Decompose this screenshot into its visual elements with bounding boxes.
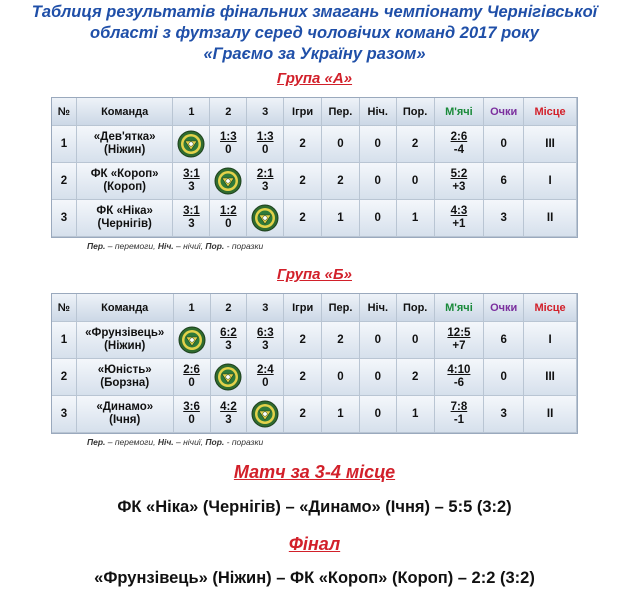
draws-cell: 0 [360,163,397,200]
points-cell: 6 [484,322,524,359]
losses-cell: 2 [397,126,435,163]
federation-logo-icon [214,167,242,195]
col-header: Ігри [284,98,322,126]
col-header: 3 [247,294,284,322]
place-cell: II [524,200,577,237]
games-cell: 2 [284,126,322,163]
losses-cell: 0 [397,322,435,359]
table-row [52,322,577,359]
federation-logo-icon [177,130,205,158]
col-header: № [52,294,77,322]
row-number: 1 [52,126,77,163]
col-header: Пор. [397,98,435,126]
points-cell: 0 [484,359,524,396]
score-cell: 2:6 0 [174,359,211,396]
table-row [52,396,577,433]
goals-cell: 12:5 +7 [435,322,485,359]
score-cell: 6:3 3 [247,322,284,359]
group-b-title: Група «Б» [277,266,352,283]
col-header: М'ячі [435,294,485,322]
final-result: «Фрунзівець» (Ніжин) – ФК «Короп» (Короп) – 2:2 (3:2) [94,569,535,587]
third-place-title: Матч за 3-4 місце [233,462,396,482]
games-cell: 2 [284,322,322,359]
goals-cell: 4:10 -6 [435,359,485,396]
final-title: Фінал [288,534,341,554]
col-header: Ігри [284,294,322,322]
third-place-result: ФК «Ніка» (Чернігів) – «Динамо» (Ічня) – 5:5 (3:2) [117,498,512,516]
team-name: ФК «Ніка» (Чернігів) [77,200,174,237]
federation-logo-icon [251,400,279,428]
self-cell [210,163,247,200]
title-line-3: «Граємо за Україну разом» [203,45,426,63]
col-header: 3 [247,98,284,126]
points-cell: 3 [484,396,524,433]
goals-cell: 5:2 +3 [435,163,485,200]
table-header-row [52,294,577,322]
games-cell: 2 [284,163,322,200]
federation-logo-icon [251,204,279,232]
points-cell: 3 [484,200,524,237]
draws-cell: 0 [360,359,397,396]
col-header: Ніч. [360,294,397,322]
self-cell [174,322,211,359]
col-header: Очки [484,294,524,322]
legend: Пер. – перемоги, Ніч. – нічиї, Пор. - поразки [87,437,264,447]
games-cell: 2 [284,396,322,433]
score-cell: 2:4 0 [247,359,284,396]
group-a-title: Група «А» [276,70,353,87]
score-cell: 3:6 0 [174,396,211,433]
col-header: Пор. [397,294,435,322]
col-header: 2 [211,294,248,322]
wins-cell: 0 [322,359,360,396]
col-header: 2 [210,98,247,126]
team-name: ФК «Короп» (Короп) [77,163,174,200]
table-row [52,126,577,163]
self-cell [211,359,248,396]
table-header-row [52,98,577,126]
place-cell: I [524,322,577,359]
wins-cell: 1 [322,200,360,237]
table-row [52,163,577,200]
title-line-1: Таблиця результатів фінальних змагань чемпіонату Чернігівської [31,3,598,21]
team-name: «Юність» (Борзна) [77,359,174,396]
table-row [52,359,577,396]
team-name: «Динамо» (Ічня) [77,396,174,433]
row-number: 2 [52,359,77,396]
team-name: «Фрунзівець» (Ніжин) [77,322,174,359]
col-header: Команда [77,294,174,322]
col-header: Місце [524,98,577,126]
table-row [52,200,577,237]
place-cell: I [524,163,577,200]
games-cell: 2 [284,359,322,396]
col-header: Пер. [322,294,360,322]
place-cell: III [524,126,577,163]
losses-cell: 1 [397,200,435,237]
col-header: 1 [174,294,211,322]
goals-cell: 7:8 -1 [435,396,485,433]
col-header: 1 [173,98,210,126]
col-header: Місце [524,294,577,322]
federation-logo-icon [214,363,242,391]
score-cell: 3:1 3 [173,163,210,200]
goals-cell: 4:3 +1 [435,200,485,237]
place-cell: II [524,396,577,433]
row-number: 3 [52,200,77,237]
score-cell: 1:2 0 [210,200,247,237]
self-cell [173,126,210,163]
group-b-table [51,293,578,434]
wins-cell: 0 [322,126,360,163]
self-cell [247,200,284,237]
score-cell: 2:1 3 [247,163,284,200]
col-header: Очки [484,98,524,126]
points-cell: 6 [484,163,524,200]
col-header: № [52,98,77,126]
row-number: 1 [52,322,77,359]
col-header: Ніч. [360,98,397,126]
draws-cell: 0 [360,200,397,237]
col-header: М'ячі [435,98,485,126]
losses-cell: 2 [397,359,435,396]
row-number: 3 [52,396,77,433]
score-cell: 1:3 0 [210,126,247,163]
self-cell [247,396,284,433]
losses-cell: 1 [397,396,435,433]
legend: Пер. – перемоги, Ніч. – нічиї, Пор. - поразки [87,241,264,251]
title-line-2: області з футзалу серед чоловічих команд 2017 року [90,24,539,42]
team-name: «Дев'ятка» (Ніжин) [77,126,174,163]
wins-cell: 1 [322,396,360,433]
score-cell: 1:3 0 [247,126,284,163]
wins-cell: 2 [322,163,360,200]
score-cell: 6:2 3 [211,322,248,359]
draws-cell: 0 [360,396,397,433]
goals-cell: 2:6 -4 [435,126,485,163]
col-header: Команда [77,98,174,126]
place-cell: III [524,359,577,396]
points-cell: 0 [484,126,524,163]
losses-cell: 0 [397,163,435,200]
page-title [0,2,629,65]
score-cell: 4:2 3 [211,396,248,433]
federation-logo-icon [178,326,206,354]
wins-cell: 2 [322,322,360,359]
draws-cell: 0 [360,126,397,163]
group-a-table [51,97,578,238]
games-cell: 2 [284,200,322,237]
row-number: 2 [52,163,77,200]
col-header: Пер. [322,98,360,126]
draws-cell: 0 [360,322,397,359]
score-cell: 3:1 3 [173,200,210,237]
